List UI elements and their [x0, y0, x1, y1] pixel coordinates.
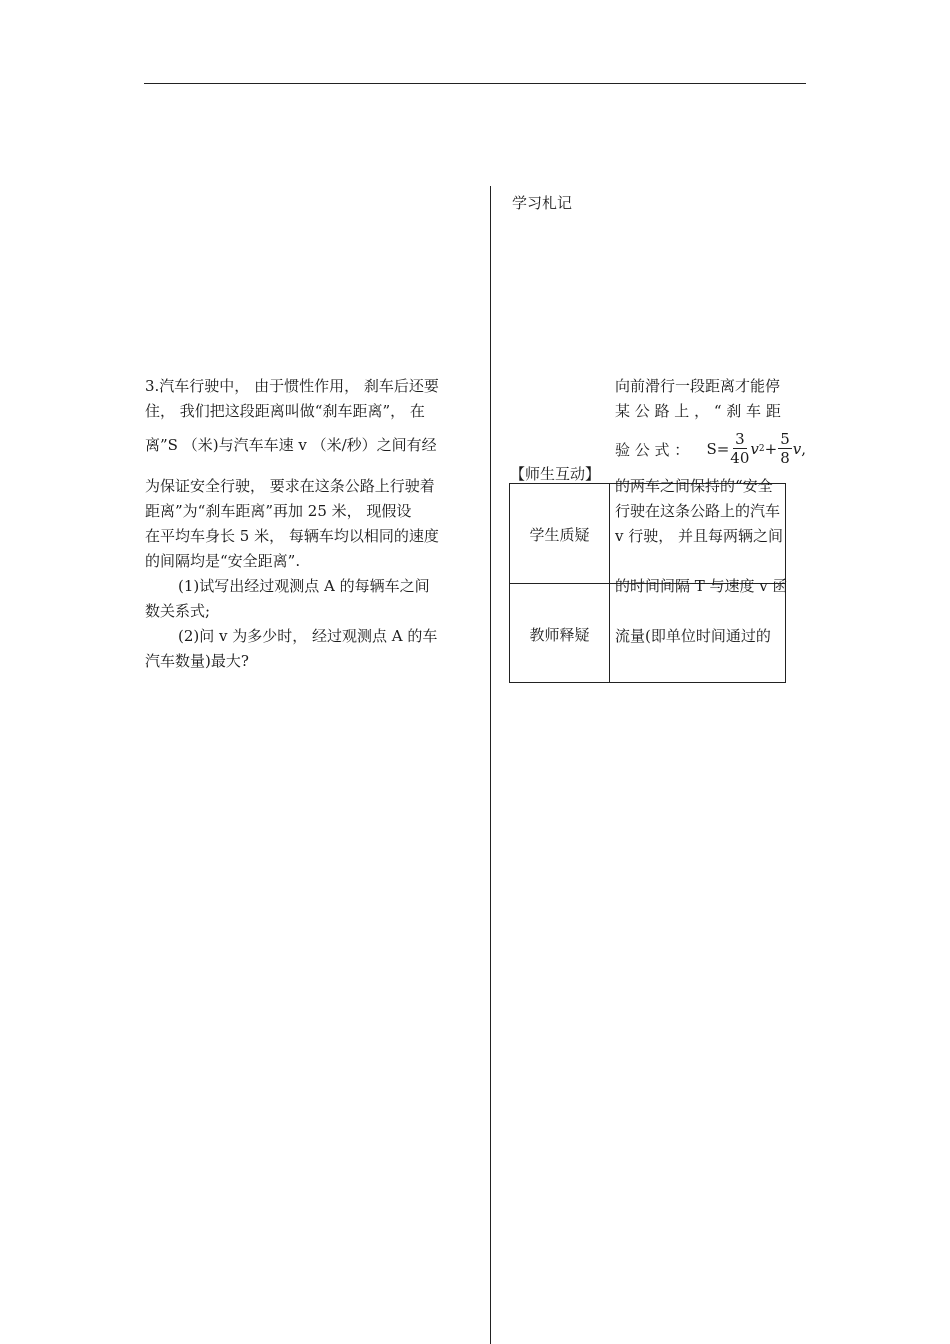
fraction-denominator: 8 — [780, 449, 790, 467]
continuation-line: 某 公 路 上 ， “ 刹 车 距 — [615, 402, 781, 420]
question-2-cont: 汽车数量)最大? — [145, 652, 249, 670]
continuation-line: 向前滑行一段距离才能停 — [615, 377, 781, 395]
interaction-title: 【师生互动】 — [510, 465, 601, 483]
formula-variable: v — [792, 440, 802, 458]
formula-plus: + — [764, 440, 778, 458]
continuation-line: 的两车之间保持的“安全 — [615, 477, 773, 495]
fraction-3-40 — [730, 432, 749, 466]
top-rule — [144, 83, 806, 84]
fraction-numerator: 3 — [735, 430, 745, 448]
formula-expression — [706, 432, 806, 466]
continuation-line: 行驶在这条公路上的汽车 — [615, 502, 781, 520]
formula-lhs: S= — [706, 440, 730, 458]
continuation-line: 的时间间隔 T 与速度 v 函 — [615, 577, 788, 595]
problem-line: 的间隔均是“安全距离”. — [145, 552, 301, 570]
question-2: (2)问 v 为多少时， 经过观测点 A 的车 — [178, 627, 438, 645]
question-1: (1)试写出经过观测点 A 的每辆车之间 — [178, 577, 430, 595]
problem-line: 距离”为“刹车距离”再加 25 米， 现假设 — [145, 502, 412, 520]
formula-comma: , — [801, 440, 806, 458]
continuation-line: 流量(即单位时间通过的 — [615, 627, 771, 645]
problem-line: 为保证安全行驶， 要求在这条公路上行驶着 — [145, 477, 435, 495]
formula-exponent: 2 — [758, 444, 765, 454]
column-divider — [490, 186, 491, 1344]
continuation-line: v 行驶， 并且每两辆之间 — [615, 527, 784, 545]
problem-line: 在平均车身长 5 米， 每辆车均以相同的速度 — [145, 527, 439, 545]
question-1-cont: 数关系式; — [145, 602, 211, 620]
problem-line: 3.汽车行驶中， 由于惯性作用， 刹车后还要 — [145, 377, 439, 395]
fraction-5-8 — [778, 432, 792, 466]
study-notes-title: 学习札记 — [512, 194, 573, 212]
fraction-denominator: 40 — [730, 449, 750, 467]
teacher-answer-label: 教师释疑 — [529, 626, 590, 644]
formula-prefix: 验 公 式 ： — [615, 440, 690, 459]
problem-line: 离”S （米)与汽车车速 v （米/秒）之间有经 — [145, 436, 437, 454]
fraction-numerator: 5 — [780, 430, 790, 448]
braking-formula — [615, 428, 806, 470]
formula-variable: v — [750, 440, 759, 458]
student-question-label: 学生质疑 — [529, 526, 590, 544]
problem-line: 住， 我们把这段距离叫做“刹车距离”， 在 — [145, 402, 425, 420]
